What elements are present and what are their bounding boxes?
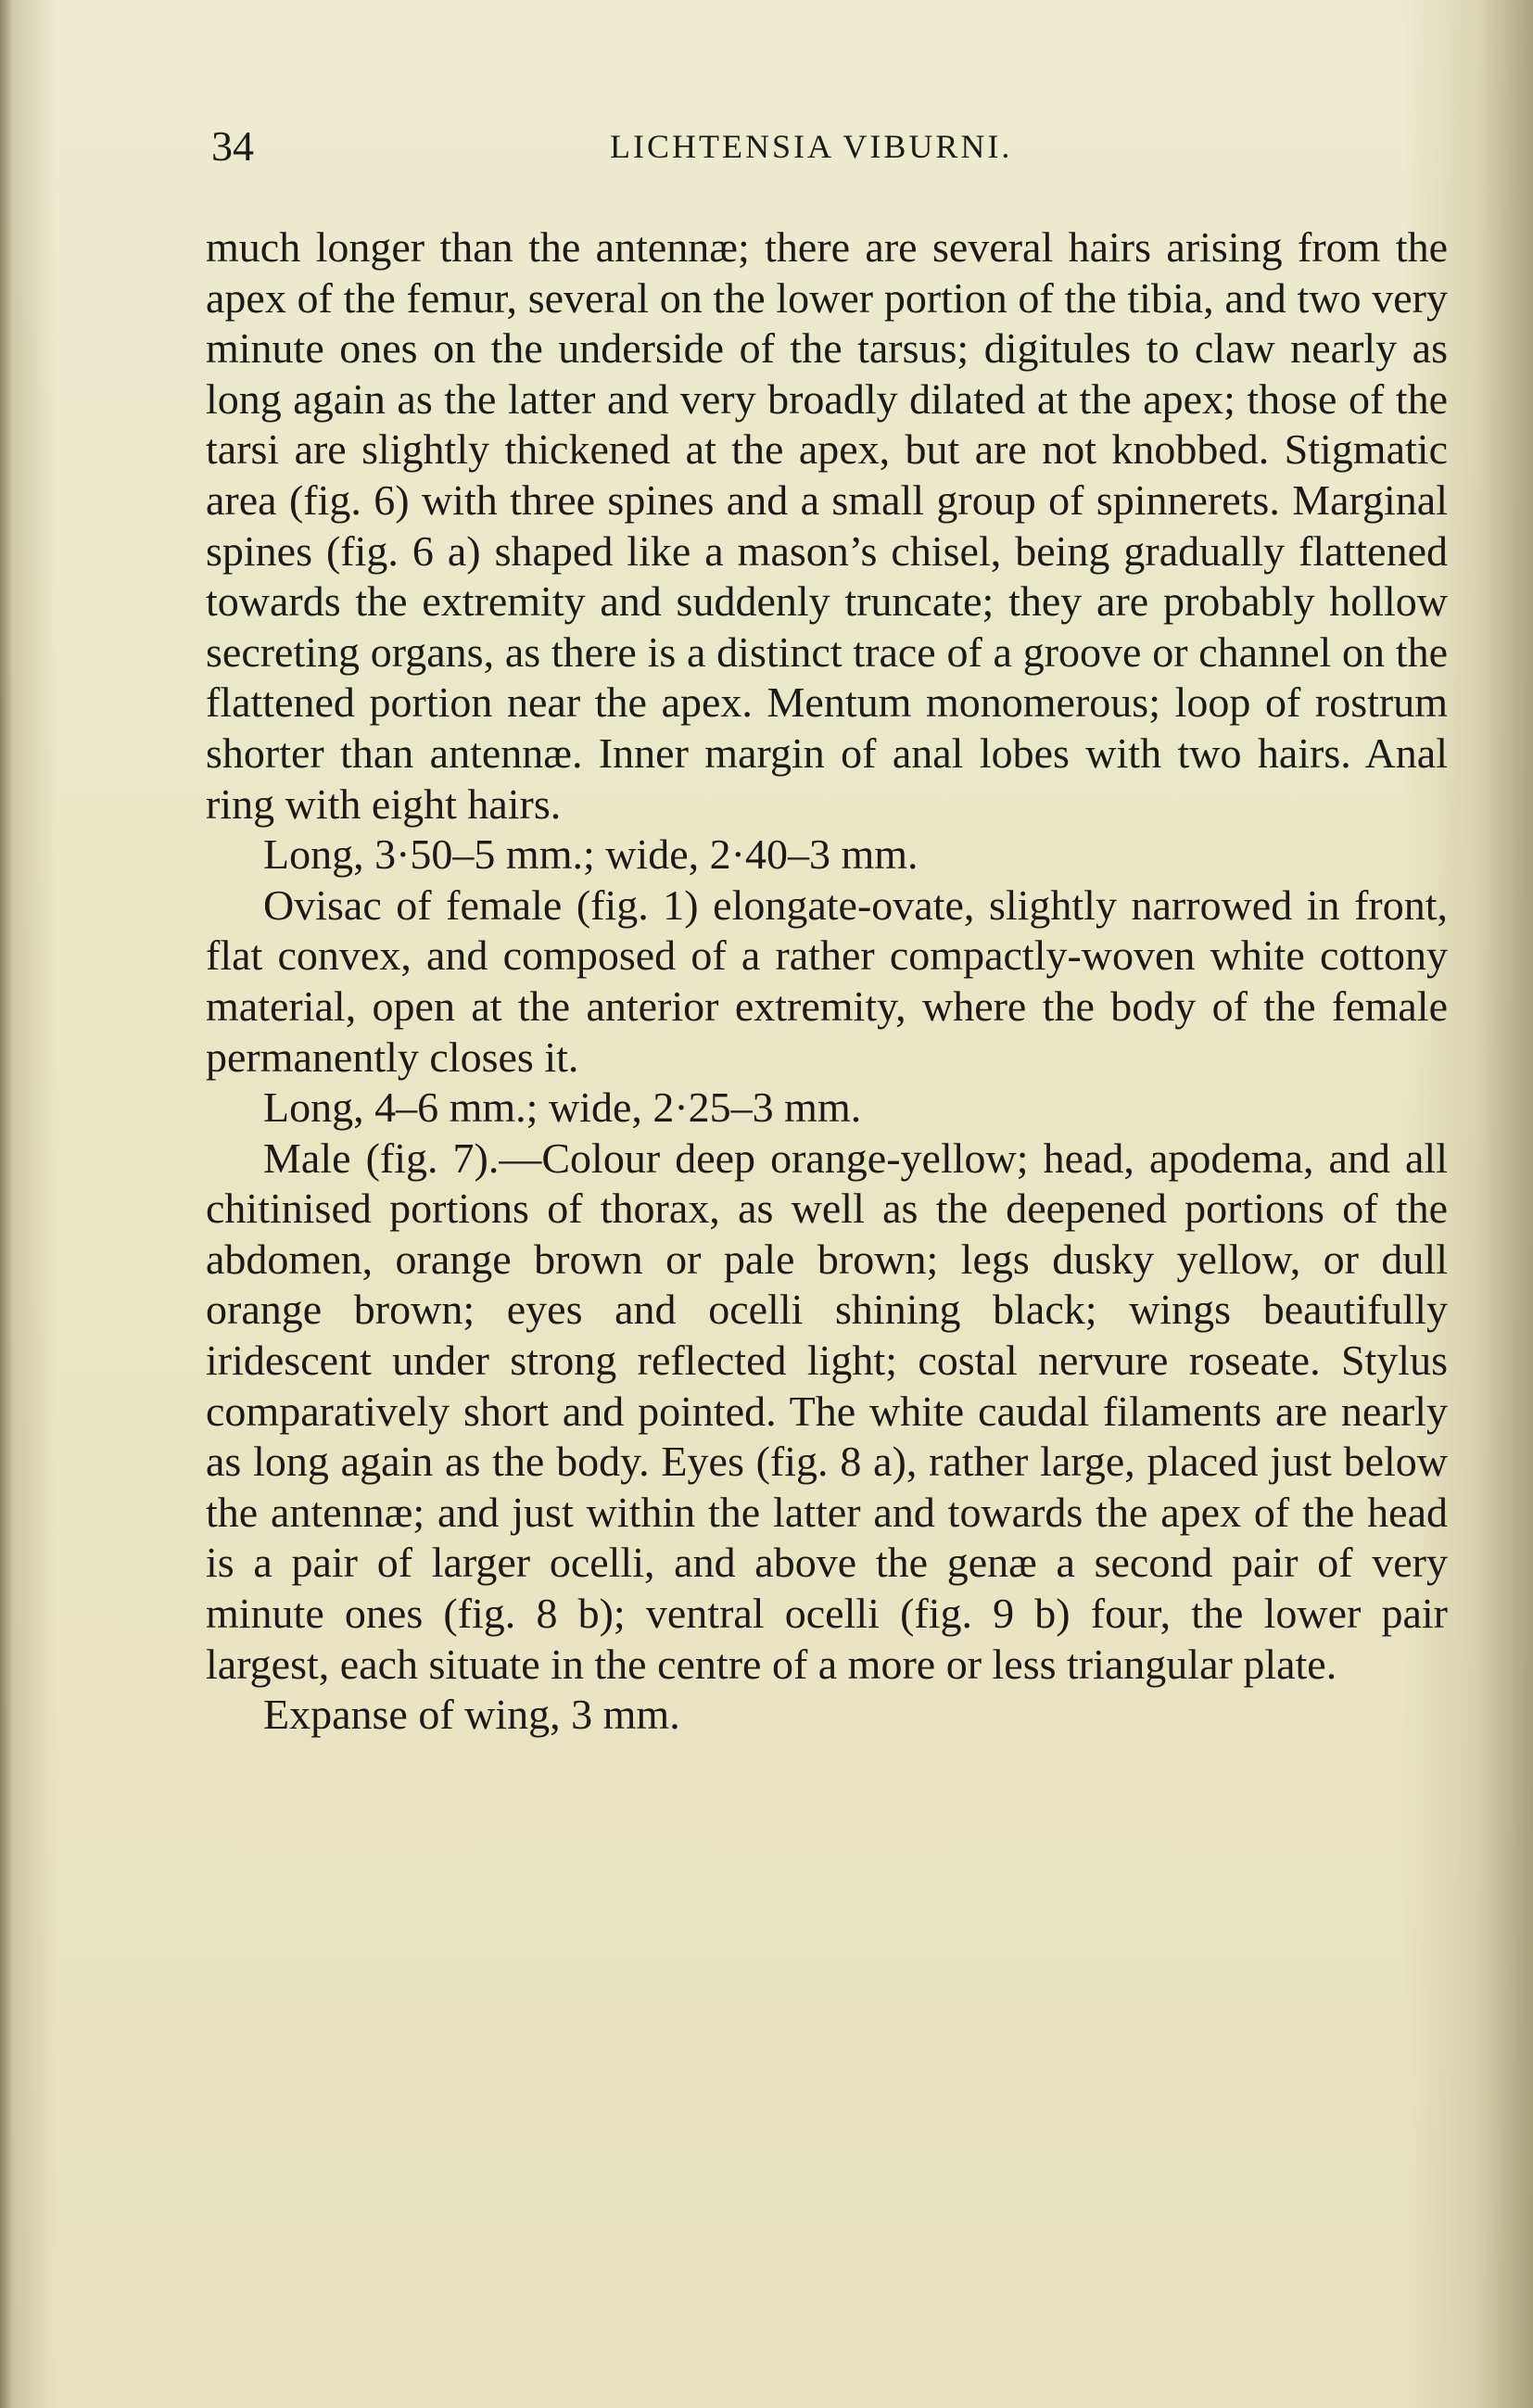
page-header	[211, 119, 1444, 174]
running-title: LICHTENSIA VIBURNI.	[610, 128, 1013, 165]
body-text	[206, 222, 1448, 1741]
page-number: 34	[211, 122, 254, 170]
paragraph-wing-expanse: Expanse of wing, 3 mm.	[263, 1691, 680, 1739]
paragraph-female-measurements: Long, 3·50–5 mm.; wide, 2·40–3 mm.	[263, 830, 919, 879]
paragraph-female-description: much longer than the antennæ; there are several hairs arising from the apex of the femur, several on the lower portion of the tibia, and two very minute ones on the underside of the tarsus; digitules to claw nearly as long again as the latter and very broadly dilated at the apex; those of the tarsi are slightly thickened at the apex, but are not knobbed. Stigmatic area (fig. 6) with three spines and a small group of spinnerets. Marginal spines (fig. 6 a) shaped like a mason’s chisel, being gradually flattened towards the extremity and suddenly truncate; they are probably hollow secreting organs, as there is a distinct trace of a groove or channel on the flattened portion near the apex. Mentum monomerous; loop of rostrum shorter than antennæ. Inner margin of anal lobes with two hairs. Anal ring with eight hairs.	[206, 223, 1448, 828]
paragraph-ovisac: Ovisac of female (fig. 1) elongate-ovate, slightly narrowed in front, flat convex, and composed of a rather compactly-woven white cottony material, open at the anterior extremity, where the body of the female permanently closes it.	[206, 881, 1448, 1081]
paragraph-ovisac-measurements: Long, 4–6 mm.; wide, 2·25–3 mm.	[263, 1084, 862, 1132]
paragraph-male-description: Male (fig. 7).—Colour deep orange-yellow; head, apodema, and all chitinised portions of thorax, as well as the deepened portions of the abdomen, orange brown or pale brown; legs dusky yellow, or dull orange brown; eyes and ocelli shining black; wings beautifully iridescent under strong reflected light; costal nervure roseate. Stylus comparatively short and pointed. The white caudal filaments are nearly as long again as the body. Eyes (fig. 8 a), rather large, placed just below the antennæ; and just within the latter and towards the apex of the head is a pair of larger ocelli, and above the genæ a second pair of very minute ones (fig. 8 b); ventral ocelli (fig. 9 b) four, the lower pair largest, each situate in the centre of a more or less triangular plate.	[206, 1134, 1448, 1688]
